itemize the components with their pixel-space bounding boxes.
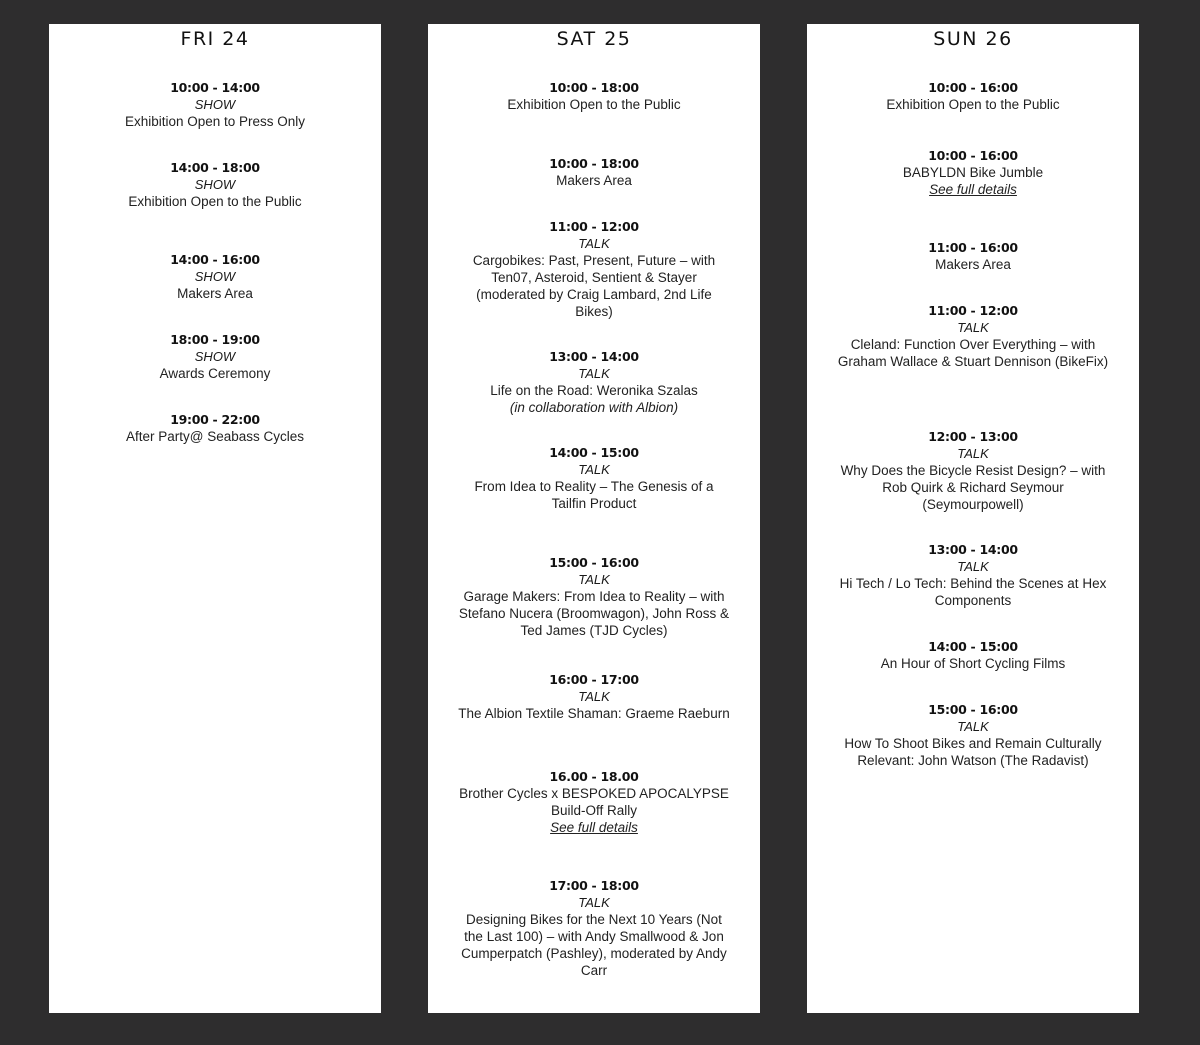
schedule-event bbox=[837, 638, 1109, 672]
event-time: 16:00 - 17:00 bbox=[549, 672, 639, 687]
schedule-event bbox=[837, 302, 1109, 370]
event-time: 11:00 - 12:00 bbox=[928, 303, 1018, 318]
event-time: 18:00 - 19:00 bbox=[170, 332, 260, 347]
event-kind: TALK bbox=[578, 366, 610, 381]
event-title: Life on the Road: Weronika Szalas bbox=[490, 383, 698, 398]
event-title: Cleland: Function Over Everything – with Graham Wallace & Stuart Dennison (BikeFix) bbox=[837, 337, 1109, 369]
event-title: Brother Cycles x BESPOKED APOCALYPSE Build-Off Rally bbox=[459, 786, 729, 818]
event-kind: TALK bbox=[578, 572, 610, 587]
event-time: 12:00 - 13:00 bbox=[928, 429, 1018, 444]
event-time: 16.00 - 18.00 bbox=[549, 769, 639, 784]
schedule-event bbox=[837, 701, 1109, 769]
day-column-fri bbox=[49, 24, 381, 1013]
event-title: Why Does the Bicycle Resist Design? – with Rob Quirk & Richard Seymour (Seymourpowell) bbox=[840, 463, 1106, 512]
event-kind: SHOW bbox=[194, 177, 236, 192]
schedule-event bbox=[79, 159, 351, 210]
event-time: 10:00 - 18:00 bbox=[549, 156, 639, 171]
event-time: 10:00 - 18:00 bbox=[549, 80, 639, 95]
event-title: Makers Area bbox=[177, 286, 253, 301]
event-title: The Albion Textile Shaman: Graeme Raeburn bbox=[458, 706, 730, 721]
day-heading: SAT 25 bbox=[556, 28, 632, 50]
event-time: 13:00 - 14:00 bbox=[549, 349, 639, 364]
schedule-event bbox=[79, 411, 351, 445]
event-time: 14:00 - 15:00 bbox=[549, 445, 639, 460]
event-title: BABYLDN Bike Jumble bbox=[902, 165, 1044, 180]
event-kind: SHOW bbox=[194, 349, 236, 364]
schedule-event bbox=[79, 331, 351, 382]
event-time: 15:00 - 16:00 bbox=[928, 702, 1018, 717]
event-time: 17:00 - 18:00 bbox=[549, 878, 639, 893]
day-heading: FRI 24 bbox=[180, 28, 250, 50]
event-kind: TALK bbox=[578, 689, 610, 704]
event-time: 10:00 - 16:00 bbox=[928, 80, 1018, 95]
day-column-sun bbox=[807, 24, 1139, 1013]
event-kind: TALK bbox=[957, 320, 989, 335]
event-title: Makers Area bbox=[556, 173, 632, 188]
schedule-event bbox=[837, 428, 1109, 513]
event-time: 14:00 - 16:00 bbox=[170, 252, 260, 267]
schedule-event bbox=[458, 671, 730, 722]
event-title: Garage Makers: From Idea to Reality – with Stefano Nucera (Broomwagon), John Ross & Ted James (TJD Cycles) bbox=[458, 589, 730, 638]
event-title: From Idea to Reality – The Genesis of a Tailfin Product bbox=[474, 479, 714, 511]
event-title: Awards Ceremony bbox=[159, 366, 271, 381]
schedule-event bbox=[837, 239, 1109, 273]
schedule-event bbox=[458, 877, 730, 979]
event-title: After Party@ Seabass Cycles bbox=[125, 429, 305, 444]
event-time: 13:00 - 14:00 bbox=[928, 542, 1018, 557]
event-kind: TALK bbox=[957, 719, 989, 734]
event-time: 14:00 - 15:00 bbox=[928, 639, 1018, 654]
event-time: 14:00 - 18:00 bbox=[170, 160, 260, 175]
event-kind: SHOW bbox=[194, 97, 236, 112]
event-title: How To Shoot Bikes and Remain Culturally Relevant: John Watson (The Radavist) bbox=[844, 736, 1102, 768]
event-kind: TALK bbox=[957, 559, 989, 574]
event-kind: TALK bbox=[578, 895, 610, 910]
event-time: 10:00 - 14:00 bbox=[170, 80, 260, 95]
event-time: 10:00 - 16:00 bbox=[928, 148, 1018, 163]
see-full-details-link[interactable]: See full details bbox=[929, 182, 1017, 197]
event-title: Cargobikes: Past, Present, Future – with Ten07, Asteroid, Sentient & Stayer (moderated by Craig Lambard, 2nd Life Bikes) bbox=[472, 253, 716, 319]
schedule-event bbox=[458, 768, 730, 836]
event-title: Exhibition Open to the Public bbox=[886, 97, 1060, 112]
event-time: 19:00 - 22:00 bbox=[170, 412, 260, 427]
event-kind: TALK bbox=[578, 462, 610, 477]
event-title: Exhibition Open to the Public bbox=[128, 194, 302, 209]
event-kind: TALK bbox=[578, 236, 610, 251]
see-full-details-link[interactable]: See full details bbox=[550, 820, 638, 835]
schedule-event bbox=[458, 444, 730, 512]
event-kind: SHOW bbox=[194, 269, 236, 284]
event-time: 11:00 - 16:00 bbox=[928, 240, 1018, 255]
event-title: An Hour of Short Cycling Films bbox=[880, 656, 1066, 671]
event-note: (in collaboration with Albion) bbox=[509, 400, 679, 415]
event-title: Designing Bikes for the Next 10 Years (Not the Last 100) – with Andy Smallwood & Jon Cumperpatch (Pashley), moderated by Andy Carr bbox=[461, 912, 727, 978]
event-kind: TALK bbox=[957, 446, 989, 461]
schedule-event bbox=[837, 147, 1109, 198]
schedule-event bbox=[79, 79, 351, 130]
event-time: 11:00 - 12:00 bbox=[549, 219, 639, 234]
schedule-event bbox=[458, 554, 730, 639]
event-title: Hi Tech / Lo Tech: Behind the Scenes at Hex Components bbox=[839, 576, 1107, 608]
schedule-event bbox=[837, 541, 1109, 609]
schedule-event bbox=[79, 251, 351, 302]
day-heading: SUN 26 bbox=[933, 28, 1013, 50]
schedule-event bbox=[837, 79, 1109, 113]
event-time: 15:00 - 16:00 bbox=[549, 555, 639, 570]
schedule-event bbox=[458, 218, 730, 320]
event-title: Exhibition Open to Press Only bbox=[124, 114, 306, 129]
schedule-event bbox=[458, 79, 730, 113]
schedule-event bbox=[458, 348, 730, 416]
event-title: Exhibition Open to the Public bbox=[507, 97, 681, 112]
schedule-event bbox=[458, 155, 730, 189]
day-column-sat bbox=[428, 24, 760, 1013]
event-title: Makers Area bbox=[935, 257, 1011, 272]
